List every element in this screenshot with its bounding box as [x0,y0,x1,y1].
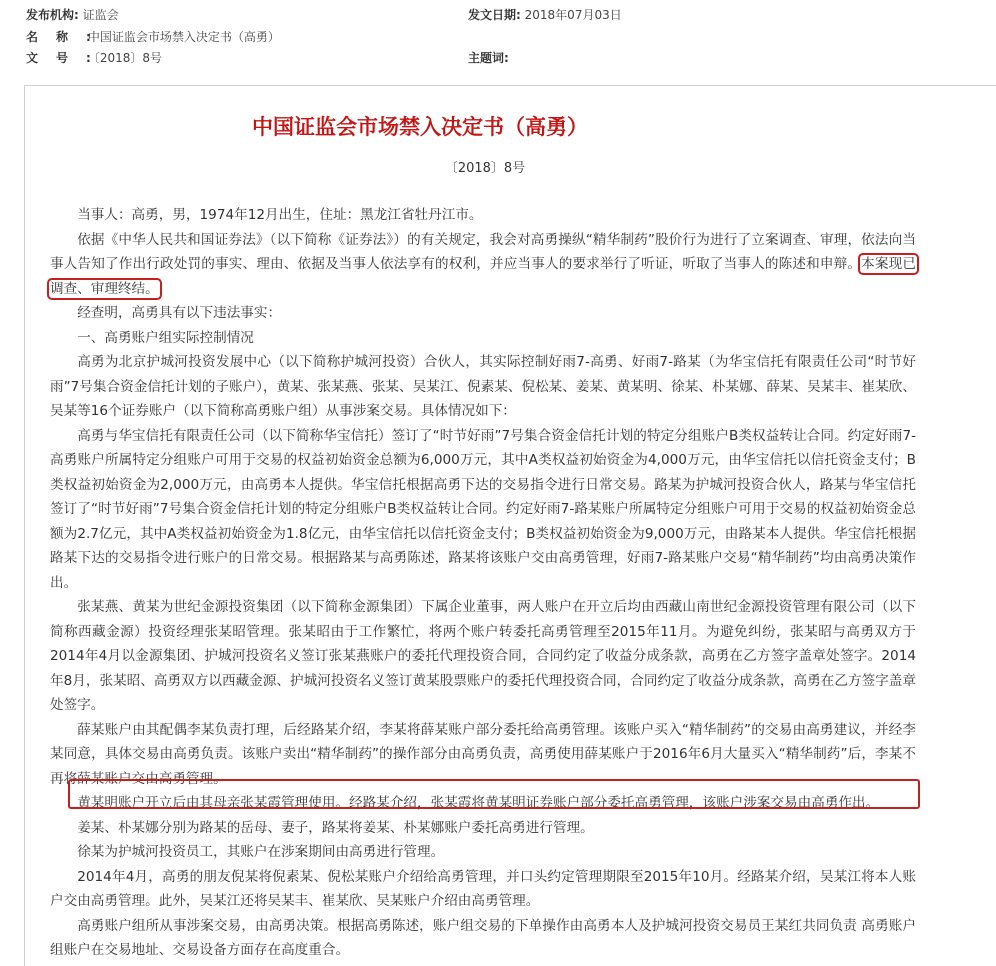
paragraph-decision: 高勇账户组所从事涉案交易，由高勇决策。根据高勇陈述，账户组交易的下单操作由高勇本人及护城河投资交易员王某红共同负责 高勇账户组账户在交易地址、交易设备方面存在高度重合。 [50,917,916,958]
subject-label: 主题词: [468,51,509,65]
issuer-value: 证监会 [82,8,119,22]
document-number: 〔2018〕8号 [444,161,526,176]
name-value: 中国证监会市场禁入决定书（高勇） [87,30,280,44]
paragraph-xue-account: 薛某账户由其配偶李某负责打理，后经路某介绍，李某将薛某账户部分委托给高勇管理。该账户买入“精华制药”的交易由高勇建议，并经李某同意，具体交易由高勇负责。该账户卖出“精华制药”的操作部分由高勇负责，高勇使用薛某账户于2016年6月大量买入“精华制药”后，李某不再将薛某账户交由高勇管理。 [50,721,916,787]
paragraph-jiang-piao: 姜某、朴某娜分别为路某的岳母、妻子，路某将姜某、朴某娜账户委托高勇进行管理。 [77,819,594,836]
date-label: 发文日期: [468,8,521,22]
section-heading: 一、高勇账户组实际控制情况 [77,329,254,346]
document-title: 中国证监会市场禁入决定书（高勇） [252,115,588,139]
number-label: 文号: [26,51,109,65]
issuer-label: 发布机构: [26,8,79,22]
highlight-case-concluded: 本案现已调查、审理终结。 [50,256,916,297]
metadata-header [0,0,996,80]
issuer-row [26,7,119,23]
paragraph-basis [50,228,916,302]
number-value: 〔2018〕8号 [87,51,163,65]
basis-text: 依据《中华人民共和国证券法》（以下简称《证券法》）的有关规定，我会对高勇操纵“精华制药”股价行为进行了立案调查、审理，依法向当事人告知了作出行政处罚的事实、理由、依据及当事人依法享有的权利，并应当事人的要求举行了听证，听取了当事人的陈述和申辩。 [50,231,916,272]
number-row [26,50,162,66]
date-row [468,7,622,23]
paragraph-jinyuan: 张某燕、黄某为世纪金源投资集团（以下简称金源集团）下属企业董事，两人账户在开立后均由西藏山南世纪金源投资管理有限公司（以下简称西藏金源）投资经理张某昭管理。张某昭由于工作繁忙，将两个账户转委托高勇管理至2015年11月。为避免纠纷，张某昭与高勇双方于2014年4月以金源集团、护城河投资名义签订张某燕账户的委托代理投资合同，合同约定了收益分成条款，高勇在乙方签字盖章处签字。2014年8月，张某昭、高勇双方以西藏金源、护城河投资名义签订黄某股票账户的委托代理投资合同，合同约定了收益分成条款，高勇在乙方签字盖章处签字。 [50,599,916,713]
name-label: 名称: [26,30,109,44]
date-value: 2018年07月03日 [524,8,622,22]
paragraph-party: 当事人：高勇，男，1974年12月出生，住址：黑龙江省牡丹江市。 [77,207,483,223]
paragraph-huabao-trust: 高勇与华宝信托有限责任公司（以下简称华宝信托）签订了“时节好雨”7号集合资金信托计划的特定分组账户B类权益转让合同。约定好雨7-高勇账户所属特定分组账户可用于交易的权益初始资金总额为6,000万元，其中A类权益初始资金为4,000万元，由华宝信托以信托资金支付；B类权益初始资金为2,000万元，由高勇本人提供。华宝信托根据高勇下达的交易指令进行日常交易。路某为护城河投资合伙人，路某与华宝信托签订了“时节好雨”7号集合资金信托计划的特定分组账户B类权益转让合同。约定好雨7-路某账户所属特定分组账户可用于交易的权益初始资金总额为2.7亿元，其中A类权益初始资金为1.8亿元，由华宝信托以信托资金支付；B类权益初始资金为9,000万元，由路某本人提供。华宝信托根据路某下达的交易指令进行账户的日常交易。根据路某与高勇陈述，路某将该账户交由高勇管理，好雨7-路某账户交易“精华制药”均由高勇决策作出。 [50,427,916,591]
paragraph-account-group: 高勇为北京护城河投资发展中心（以下简称护城河投资）合伙人，其实际控制好雨7-高勇、好雨7-路某（为华宝信托有限责任公司“时节好雨”7号集合资金信托计划的子账户），黄某、张某燕、张某、吴某江、倪素某、倪松某、姜某、黄某明、徐某、朴某娜、薛某、吴某丰、崔某欣、吴某等16个证券账户（以下简称高勇账户组）从事涉案交易。具体情况如下： [50,354,916,419]
document-body [50,203,916,963]
name-row [26,29,280,45]
paragraph-ni: 2014年4月，高勇的朋友倪某将倪素某、倪松某账户介绍给高勇管理，并口头约定管理期限至2015年10月。经路某介绍，吴某江将本人账户交由高勇管理。此外，吴某江还将吴某丰、崔某欣、吴某账户介绍由高勇管理。 [50,868,916,909]
paragraph-findings-intro: 经查明，高勇具有以下违法事实： [77,305,282,321]
subject-row [468,50,509,66]
paragraph-xu: 徐某为护城河投资员工，其账户在涉案期间由高勇进行管理。 [77,844,445,860]
paragraph-huang-ming-account: 黄某明账户开立后由其母亲张某霞管理使用。经路某介绍，张某霞将黄某明证券账户部分委托高勇管理，该账户涉案交易由高勇作出。 [77,795,880,811]
